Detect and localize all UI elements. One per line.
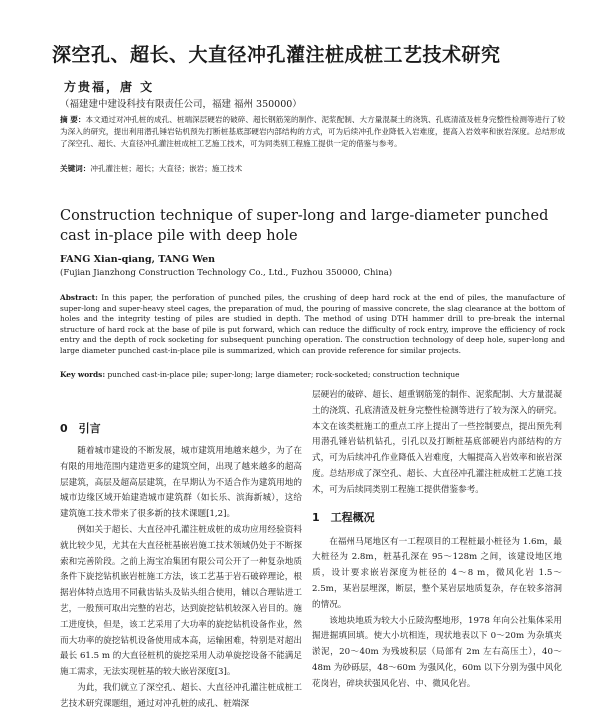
- authors-en: FANG Xian-qiang, TANG Wen: [60, 254, 216, 265]
- abstract-en: [60, 293, 565, 357]
- section-0-para-1: 随着城市建设的不断发展，城市建筑用地越来越少，为了在有限的用地范围内建造更多的建筑空间，出现了越来越多的超高层建筑，高层及超高层建筑，在早期认为不适合作为建筑用地的城市边缘区域开始建造城市建筑群（如长乐、滨海新城），这给建筑施工技术带来了很多新的技术课题[1,2]。: [60, 446, 302, 520]
- affiliation-zh: （福建建中建设科技有限责任公司，福建 福州 350000）: [60, 99, 302, 110]
- section-1-heading: 1 工程概况: [312, 510, 375, 524]
- section-1-para-1: 在福州马尾地区有一工程项目的工程桩最小桩径为 1.6m，最大桩径为 2.8m，桩基孔深在 95～128m 之间，该建设地区地质，设计要求嵌岩深度为桩径的 4～8 m，微风化岩 1.5～2.5m，某岩层埋深，断层，整个某岩层地质复杂，存在较多溶洞的情况。: [312, 536, 562, 610]
- paper-title-zh: 深空孔、超长、大直径冲孔灌注桩成桩工艺技术研究: [52, 44, 501, 66]
- section-0-heading: 0 引言: [60, 422, 101, 435]
- keywords-zh: [60, 163, 565, 174]
- section-0-para-2: 例如关于超长、大直径冲孔灌注桩成桩的成功应用经验资料就比较少见，尤其在大直径桩基嵌岩施工技术领域仍处于不断探索和完善阶段。之前上海宝冶集团有限公司公开了一种复杂地质条件下旋挖钻机嵌岩桩施工方法，该工艺基于岩石破碎理论，根据岩体特点选用不同截齿钻头及钻头组合使用，辅以合理钻进工艺，一般预可取出完整的岩芯，达到旋挖钻机较深入岩目的。施工进度快，但是，该工艺采用了大功率的旋挖钻机设备作业，然而大功率的旋挖钻机设备使用成本高，运输困难，特别是对超出最长 61.5 m 的大直径桩机的旋挖采用人动单旋挖设备不能满足施工需求，无法实现桩基的较大嵌岩深度[3]。: [60, 524, 302, 678]
- left-column: [60, 420, 302, 713]
- right-intro-continuation: 层硬岩的破碎、超长、超重钢筋笼的制作、泥浆配制、大方量混凝土的浇筑、孔底清渣及桩身完整性检测等进行了较为深入的研究。本文在该类桩施工的重点工序上提出了一些控制要点，提出预先利用潜孔锤岩钻机钻孔，引孔以及打断桩基底部硬岩内部结构的方式，可为后续冲孔作业降低入岩难度，大幅提高入岩效率和嵌岩深度。总结形成了深空孔、超长、大直径冲孔灌注桩成桩工艺施工技术，可为后续同类别工程施工提供借鉴参考。: [312, 390, 562, 495]
- affiliation-en: (Fujian Jianzhong Construction Technology Co., Ltd., Fuzhou 350000, China): [60, 268, 393, 278]
- paper-title-en: Construction technique of super-long and large-diameter punched cast in-place pile with deep hole: [60, 208, 549, 244]
- right-column: [312, 388, 562, 693]
- section-1-para-2: 该地块地质为较大小丘陵沟壑地形，1978 年向公社集体采用掘进掘填回填。使大小坑相连，现状地表以下 0～20m 为杂填夹淤泥，20～40m 为残坡积层（局部有 2m 左右高压土），40～48m 为砂砾层，48～60m 为强风化，60m 以下分别为强中风化花岗岩，碎块状强风化岩、中、微风化岩。: [312, 615, 562, 689]
- abstract-en-text: In this paper, the perforation of punched piles, the crushing of deep hard rock at the end of piles, the manufacture of super-long and super-heavy steel cages, the preparation of mud, the pouring of massive concrete, the slag clearance at the bottom of holes and the integrity testing of piles are studied in depth. The method of using DTH hammer drill to pre-break the internal structure of hard rock at the base of pile is put forward, which can reduce the difficulty of rock entry, improve the efficiency of rock entry and the depth of rock socketing for subsequent punching operation. The construction technology of deep hole, super-long and large diameter punched cast-in-place pile is summarized, which can provide reference for similar projects.: [60, 293, 565, 355]
- abstract-zh-text: 本文通过对冲孔桩的成孔、桩端深层硬岩的破碎、超长钢筋笼的制作、泥浆配制、大方量混凝土的浇筑、孔底清渣及桩身完整性检测等进行了较为深入的研究，提出利用潜孔锤岩钻机预先打断桩基底部硬岩内部结构的方式，可为后续冲孔作业降低入岩难度，提高入岩效率和嵌岩深度。总结形成了深空孔、超长、大直径冲孔灌注桩成桩工艺施工技术，可为同类别工程施工提供一定的借鉴与参考。: [60, 115, 565, 148]
- abstract-zh-label: 摘 要：: [60, 115, 86, 124]
- abstract-en-label: Abstract:: [60, 293, 98, 302]
- keywords-en-text: punched cast-in-place pile; super-long; large diameter; rock-socketed; construction technique: [107, 370, 460, 379]
- authors-zh: 方贵福，唐 文: [64, 80, 155, 94]
- keywords-en: [60, 370, 565, 379]
- keywords-zh-text: 冲孔灌注桩；超长；大直径；嵌岩；施工技术: [90, 164, 243, 173]
- abstract-zh: [60, 114, 565, 150]
- keywords-zh-label: 关键词：: [60, 164, 91, 173]
- section-0-para-3: 为此，我们就立了深空孔、超长、大直径冲孔灌注桩成桩工艺技术研究课题组，通过对冲孔桩的成孔、桩端深: [60, 682, 302, 709]
- keywords-en-label: Key words:: [60, 370, 106, 379]
